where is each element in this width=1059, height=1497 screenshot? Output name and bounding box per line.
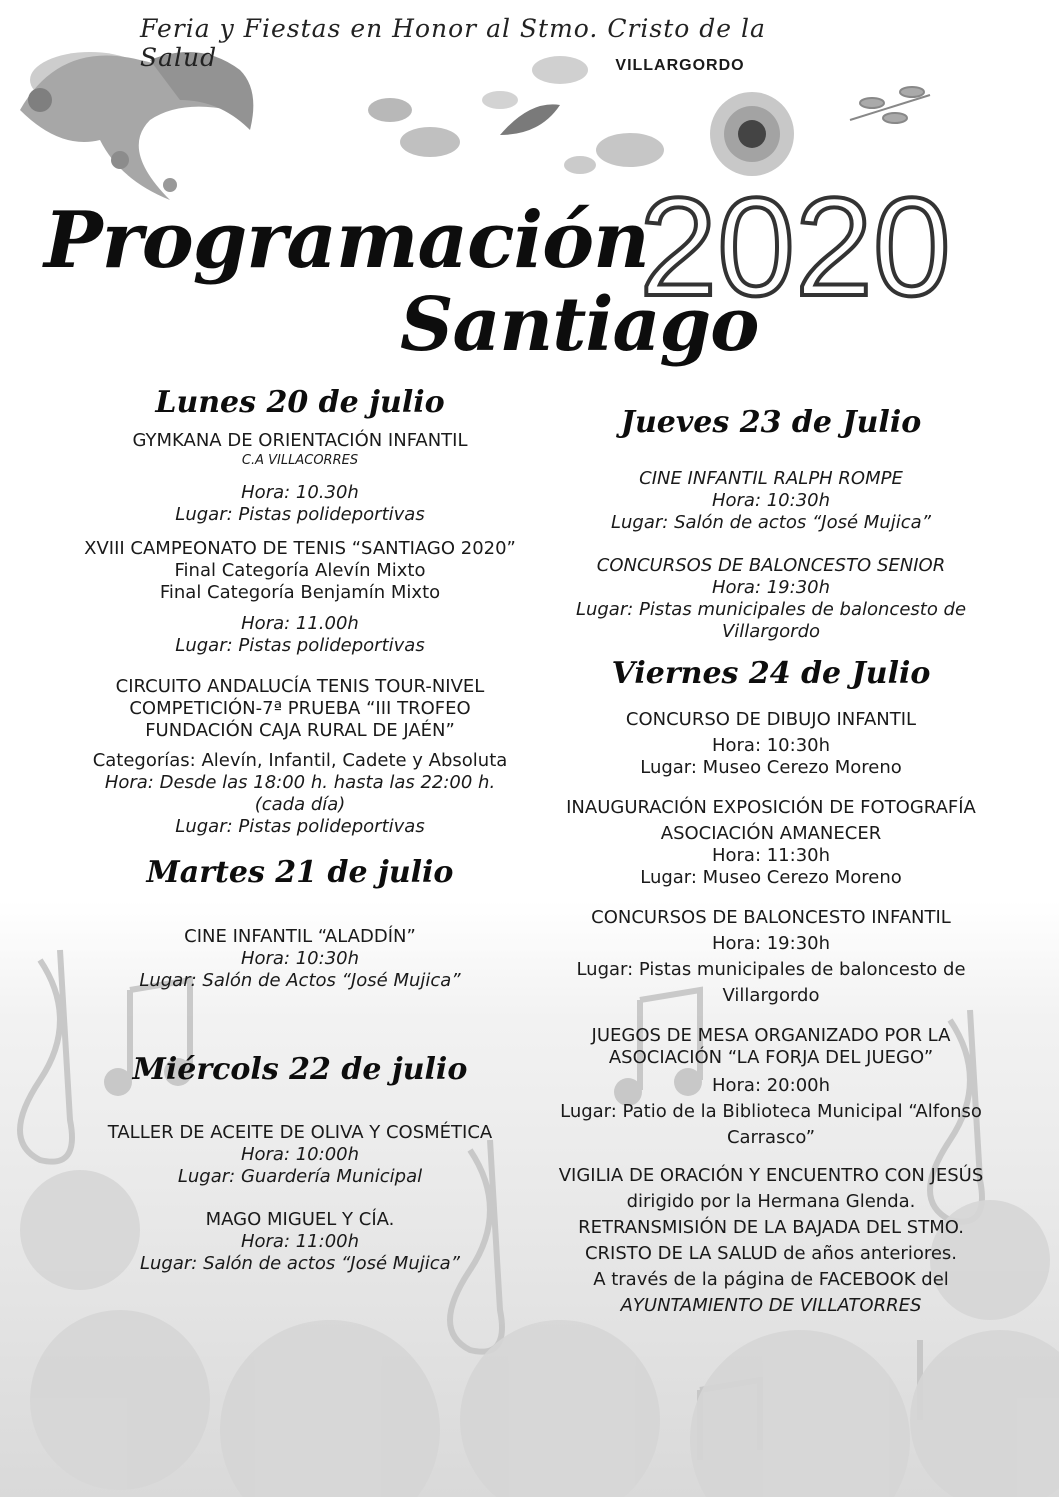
- event-place: Lugar: Pistas polideportivas: [175, 504, 425, 525]
- event-taller-aceite: [40, 1122, 560, 1188]
- day-heading-lunes: Lunes 20 de julio: [155, 385, 445, 420]
- event-place: Lugar: Museo Cerezo Moreno: [640, 867, 902, 888]
- event-title: CINE INFANTIL RALPH ROMPE: [639, 468, 903, 489]
- event-title: CINE INFANTIL “ALADDÍN”: [184, 926, 416, 947]
- event-time: Hora: 20:00h: [711, 1075, 831, 1096]
- leaf-illustration: [500, 104, 560, 135]
- event-detail: Final Categoría Alevín Mixto: [174, 560, 426, 581]
- event-place: Lugar: Pistas municipales de baloncesto de: [575, 599, 967, 620]
- event-tenis-campeonato: [40, 538, 560, 657]
- event-title: CIRCUITO ANDALUCÍA TENIS TOUR-NIVEL: [115, 676, 485, 697]
- event-title: JUEGOS DE MESA ORGANIZADO POR LA: [591, 1025, 951, 1046]
- event-note: (cada día): [254, 794, 346, 815]
- day-heading-jueves: Jueves 23 de Julio: [620, 405, 922, 440]
- event-categories: Categorías: Alevín, Infantil, Cadete y Absoluta: [92, 750, 508, 771]
- title-santiago: Santiago: [400, 282, 759, 368]
- event-time: Hora: 10:30h: [711, 490, 831, 511]
- event-title: CONCURSO DE DIBUJO INFANTIL: [625, 709, 917, 730]
- event-detail: CRISTO DE LA SALUD de años anteriores.: [584, 1243, 958, 1264]
- event-title: ASOCIACIÓN “LA FORJA DEL JUEGO”: [608, 1047, 934, 1068]
- event-cine-ralph: [532, 468, 1010, 534]
- event-time: Hora: 10:30h: [711, 735, 831, 756]
- day-heading-viernes: Viernes 24 de Julio: [611, 656, 931, 691]
- event-time: Hora: 11:00h: [240, 1231, 360, 1252]
- event-detail: A través de la página de FACEBOOK del: [593, 1269, 949, 1290]
- event-time: Hora: 19:30h: [711, 933, 831, 954]
- event-time: Hora: 11:30h: [711, 845, 831, 866]
- event-exposicion-fotografia: [532, 797, 1010, 889]
- branch-illustration: [850, 87, 930, 123]
- event-baloncesto-infantil: [532, 905, 1010, 1009]
- festival-name: Feria y Fiestas en Honor al Stmo. Cristo de la Salud: [140, 14, 766, 72]
- event-vigilia: [532, 1163, 1010, 1319]
- event-detail: dirigido por la Hermana Glenda.: [626, 1191, 916, 1212]
- event-circuito-andalucia: [40, 676, 560, 838]
- year-outline: [630, 180, 960, 310]
- event-baloncesto-senior: [532, 555, 1010, 643]
- event-title: VIGILIA DE ORACIÓN Y ENCUENTRO CON JESÚS: [558, 1165, 984, 1186]
- event-place: Lugar: Pistas municipales de baloncesto de: [576, 959, 966, 980]
- event-place: Lugar: Patio de la Biblioteca Municipal “Alfonso: [560, 1101, 982, 1122]
- event-title: TALLER DE ACEITE DE OLIVA Y COSMÉTICA: [107, 1122, 493, 1143]
- event-organizer: ASOCIACIÓN AMANECER: [660, 823, 882, 844]
- event-place: Carrasco”: [726, 1127, 816, 1148]
- event-title: INAUGURACIÓN EXPOSICIÓN DE FOTOGRAFÍA: [566, 797, 976, 818]
- event-juegos-mesa: [532, 1025, 1010, 1151]
- event-gymkana: [40, 430, 560, 526]
- event-dibujo-infantil: [532, 709, 1010, 779]
- event-title: MAGO MIGUEL Y CÍA.: [205, 1209, 395, 1230]
- title-programacion: Programación: [44, 195, 649, 286]
- event-time: Hora: 10:30h: [240, 948, 360, 969]
- event-place: Lugar: Pistas polideportivas: [175, 816, 425, 837]
- event-time: Hora: 10.30h: [241, 482, 359, 503]
- day-heading-miercoles: Miércols 22 de julio: [132, 1052, 468, 1087]
- event-organizer: C.A VILLACORRES: [241, 453, 359, 468]
- event-detail: RETRANSMISIÓN DE LA BAJADA DEL STMO.: [578, 1217, 964, 1238]
- event-time: Hora: 19:30h: [711, 577, 831, 598]
- event-title: FUNDACIÓN CAJA RURAL DE JAÉN”: [145, 720, 455, 741]
- event-title: COMPETICIÓN-7ª PRUEBA “III TROFEO: [129, 698, 471, 719]
- event-place: Lugar: Pistas polideportivas: [175, 635, 425, 656]
- event-place: Lugar: Guardería Municipal: [177, 1166, 423, 1187]
- event-time: Hora: Desde las 18:00 h. hasta las 22:00 h.: [104, 772, 496, 793]
- event-title: CONCURSOS DE BALONCESTO INFANTIL: [591, 907, 951, 928]
- bird-illustration: [20, 52, 253, 200]
- day-heading-martes: Martes 21 de julio: [146, 855, 454, 890]
- event-mago-miguel: [40, 1209, 560, 1275]
- year-text: 2020: [639, 180, 951, 310]
- event-title: GYMKANA DE ORIENTACIÓN INFANTIL: [132, 430, 468, 451]
- town-name: VILLARGORDO: [615, 57, 745, 74]
- event-place: Villargordo: [722, 985, 820, 1006]
- event-place: Lugar: Salón de actos “José Mujica”: [139, 1253, 460, 1274]
- smudge: [368, 98, 412, 122]
- event-place: Lugar: Museo Cerezo Moreno: [640, 757, 902, 778]
- event-place: Lugar: Salón de Actos “José Mujica”: [139, 970, 461, 991]
- event-title: CONCURSOS DE BALONCESTO SENIOR: [596, 555, 946, 576]
- flower-illustration: [710, 92, 794, 176]
- event-place: Lugar: Salón de actos “José Mujica”: [610, 512, 931, 533]
- event-time: Hora: 11.00h: [241, 613, 359, 634]
- event-place: Villargordo: [721, 621, 821, 642]
- event-detail: Final Categoría Benjamín Mixto: [159, 582, 441, 603]
- event-time: Hora: 10:00h: [240, 1144, 360, 1165]
- event-detail: AYUNTAMIENTO DE VILLATORRES: [620, 1295, 922, 1316]
- event-title: XVIII CAMPEONATO DE TENIS “SANTIAGO 2020”: [84, 538, 516, 559]
- event-cine-aladdin: [40, 926, 560, 992]
